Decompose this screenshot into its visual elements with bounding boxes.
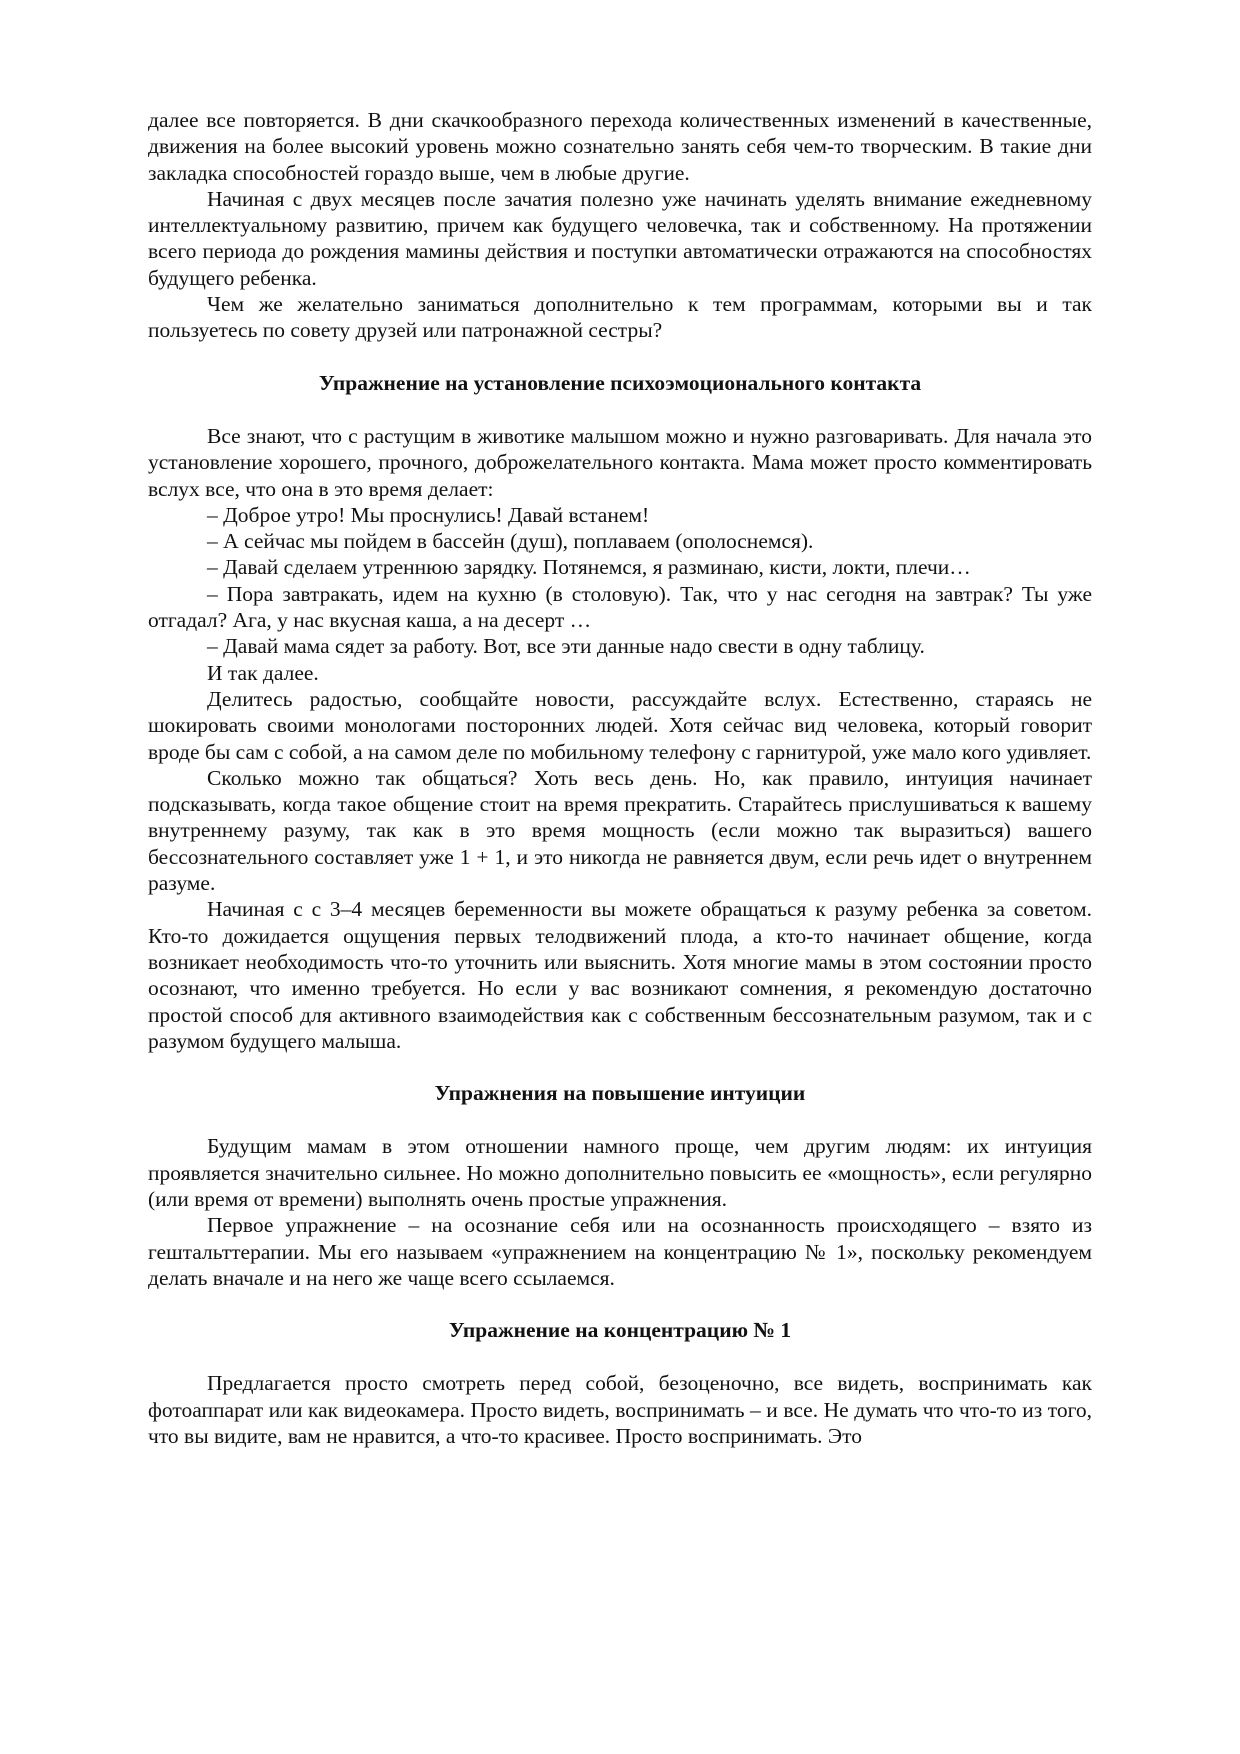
paragraph: Предлагается просто смотреть перед собой, безоценочно, все видеть, воспринимать как фотоаппарат или как видеокамера. Просто видеть, воспринимать – и все. Не думать что что-то из того, что вы видите, вам не нравится, а что-то красивее. Просто воспринимать. Это	[148, 1371, 1092, 1449]
section-heading: Упражнение на концентрацию № 1	[448, 1318, 792, 1343]
section-heading: Упражнения на повышение интуиции	[434, 1081, 806, 1106]
spacer	[148, 1106, 1092, 1133]
dialogue-line: – Доброе утро! Мы проснулись! Давай встанем!	[207, 502, 650, 527]
spacer	[148, 396, 1092, 423]
paragraph: Все знают, что с растущим в животике малышом можно и нужно разговаривать. Для начала это установление хорошего, прочного, доброжелательного контакта. Мама может просто комментировать вслух все, что она в это время делает:	[148, 423, 1092, 501]
paragraph: И так далее.	[207, 660, 319, 685]
document-page	[148, 107, 1092, 1449]
spacer	[148, 1343, 1092, 1370]
dialogue-line: – А сейчас мы пойдем в бассейн (душ), поплаваем (ополоснемся).	[207, 529, 814, 554]
spacer	[148, 344, 1092, 370]
dialogue-line: – Давай мама сядет за работу. Вот, все эти данные надо свести в одну таблицу.	[207, 634, 925, 659]
paragraph: Чем же желательно заниматься дополнительно к тем программам, которыми вы и так пользуетесь по совету друзей или патронажной сестры?	[148, 292, 1092, 343]
paragraph: Начиная с с 3–4 месяцев беременности вы можете обращаться к разуму ребенка за советом. Кто-то дожидается ощущения первых телодвижений плода, а кто-то начинает общение, когда возникает необходимость что-то уточнить или выяснить. Хотя многие мамы в этом состоянии просто осознают, что именно требуется. Но если у вас возникают сомнения, я рекомендую достаточно простой способ для активного взаимодействия как с собственным бессознательным разумом, так и с разумом будущего малыша.	[148, 897, 1092, 1053]
paragraph: Первое упражнение – на осознание себя или на осознанность происходящего – взято из гештальттерапии. Мы его называем «упражнением на концентрацию № 1», поскольку рекомендуем делать вначале и на него же чаще всего ссылаемся.	[148, 1213, 1092, 1290]
spacer	[148, 1054, 1092, 1080]
section-heading: Упражнение на установление психоэмоционального контакта	[318, 370, 922, 395]
dialogue-line: – Давай сделаем утреннюю зарядку. Потянемся, я разминаю, кисти, локти, плечи…	[207, 555, 971, 580]
paragraph: Делитесь радостью, сообщайте новости, рассуждайте вслух. Естественно, стараясь не шокировать своими монологами посторонних людей. Хотя сейчас вид человека, который говорит вроде бы сам с собой, а на самом деле по мобильному телефону с гарнитурой, уже мало кого удивляет.	[148, 686, 1092, 764]
paragraph: Начиная с двух месяцев после зачатия полезно уже начинать уделять внимание ежедневному интеллектуальному развитию, причем как будущего человечка, так и собственному. На протяжении всего периода до рождения мамины действия и поступки автоматически отражаются на способностях будущего ребенка.	[148, 186, 1092, 290]
paragraph: Сколько можно так общаться? Хоть весь день. Но, как правило, интуиция начинает подсказывать, когда такое общение стоит на время прекратить. Старайтесь прислушиваться к вашему внутреннему разуму, так как в это время мощность (если можно так выразиться) вашего бессознательного составляет уже 1 + 1, и это никогда не равняется двум, если речь идет о внутреннем разуме.	[148, 765, 1092, 896]
paragraph: далее все повторяется. В дни скачкообразного перехода количественных изменений в качественные, движения на более высокий уровень можно сознательно занять себя чем-то творческим. В такие дни закладка способностей гораздо выше, чем в любые другие.	[148, 108, 1092, 185]
paragraph: Будущим мамам в этом отношении намного проще, чем другим людям: их интуиция проявляется значительно сильнее. Но можно дополнительно повысить ее «мощность», если регулярно (или время от времени) выполнять очень простые упражнения.	[148, 1134, 1092, 1211]
dialogue-line: – Пора завтракать, идем на кухню (в столовую). Так, что у нас сегодня на завтрак? Ты уже отгадал? Ага, у нас вкусная каша, а на десерт …	[148, 581, 1092, 633]
spacer	[148, 1291, 1092, 1317]
